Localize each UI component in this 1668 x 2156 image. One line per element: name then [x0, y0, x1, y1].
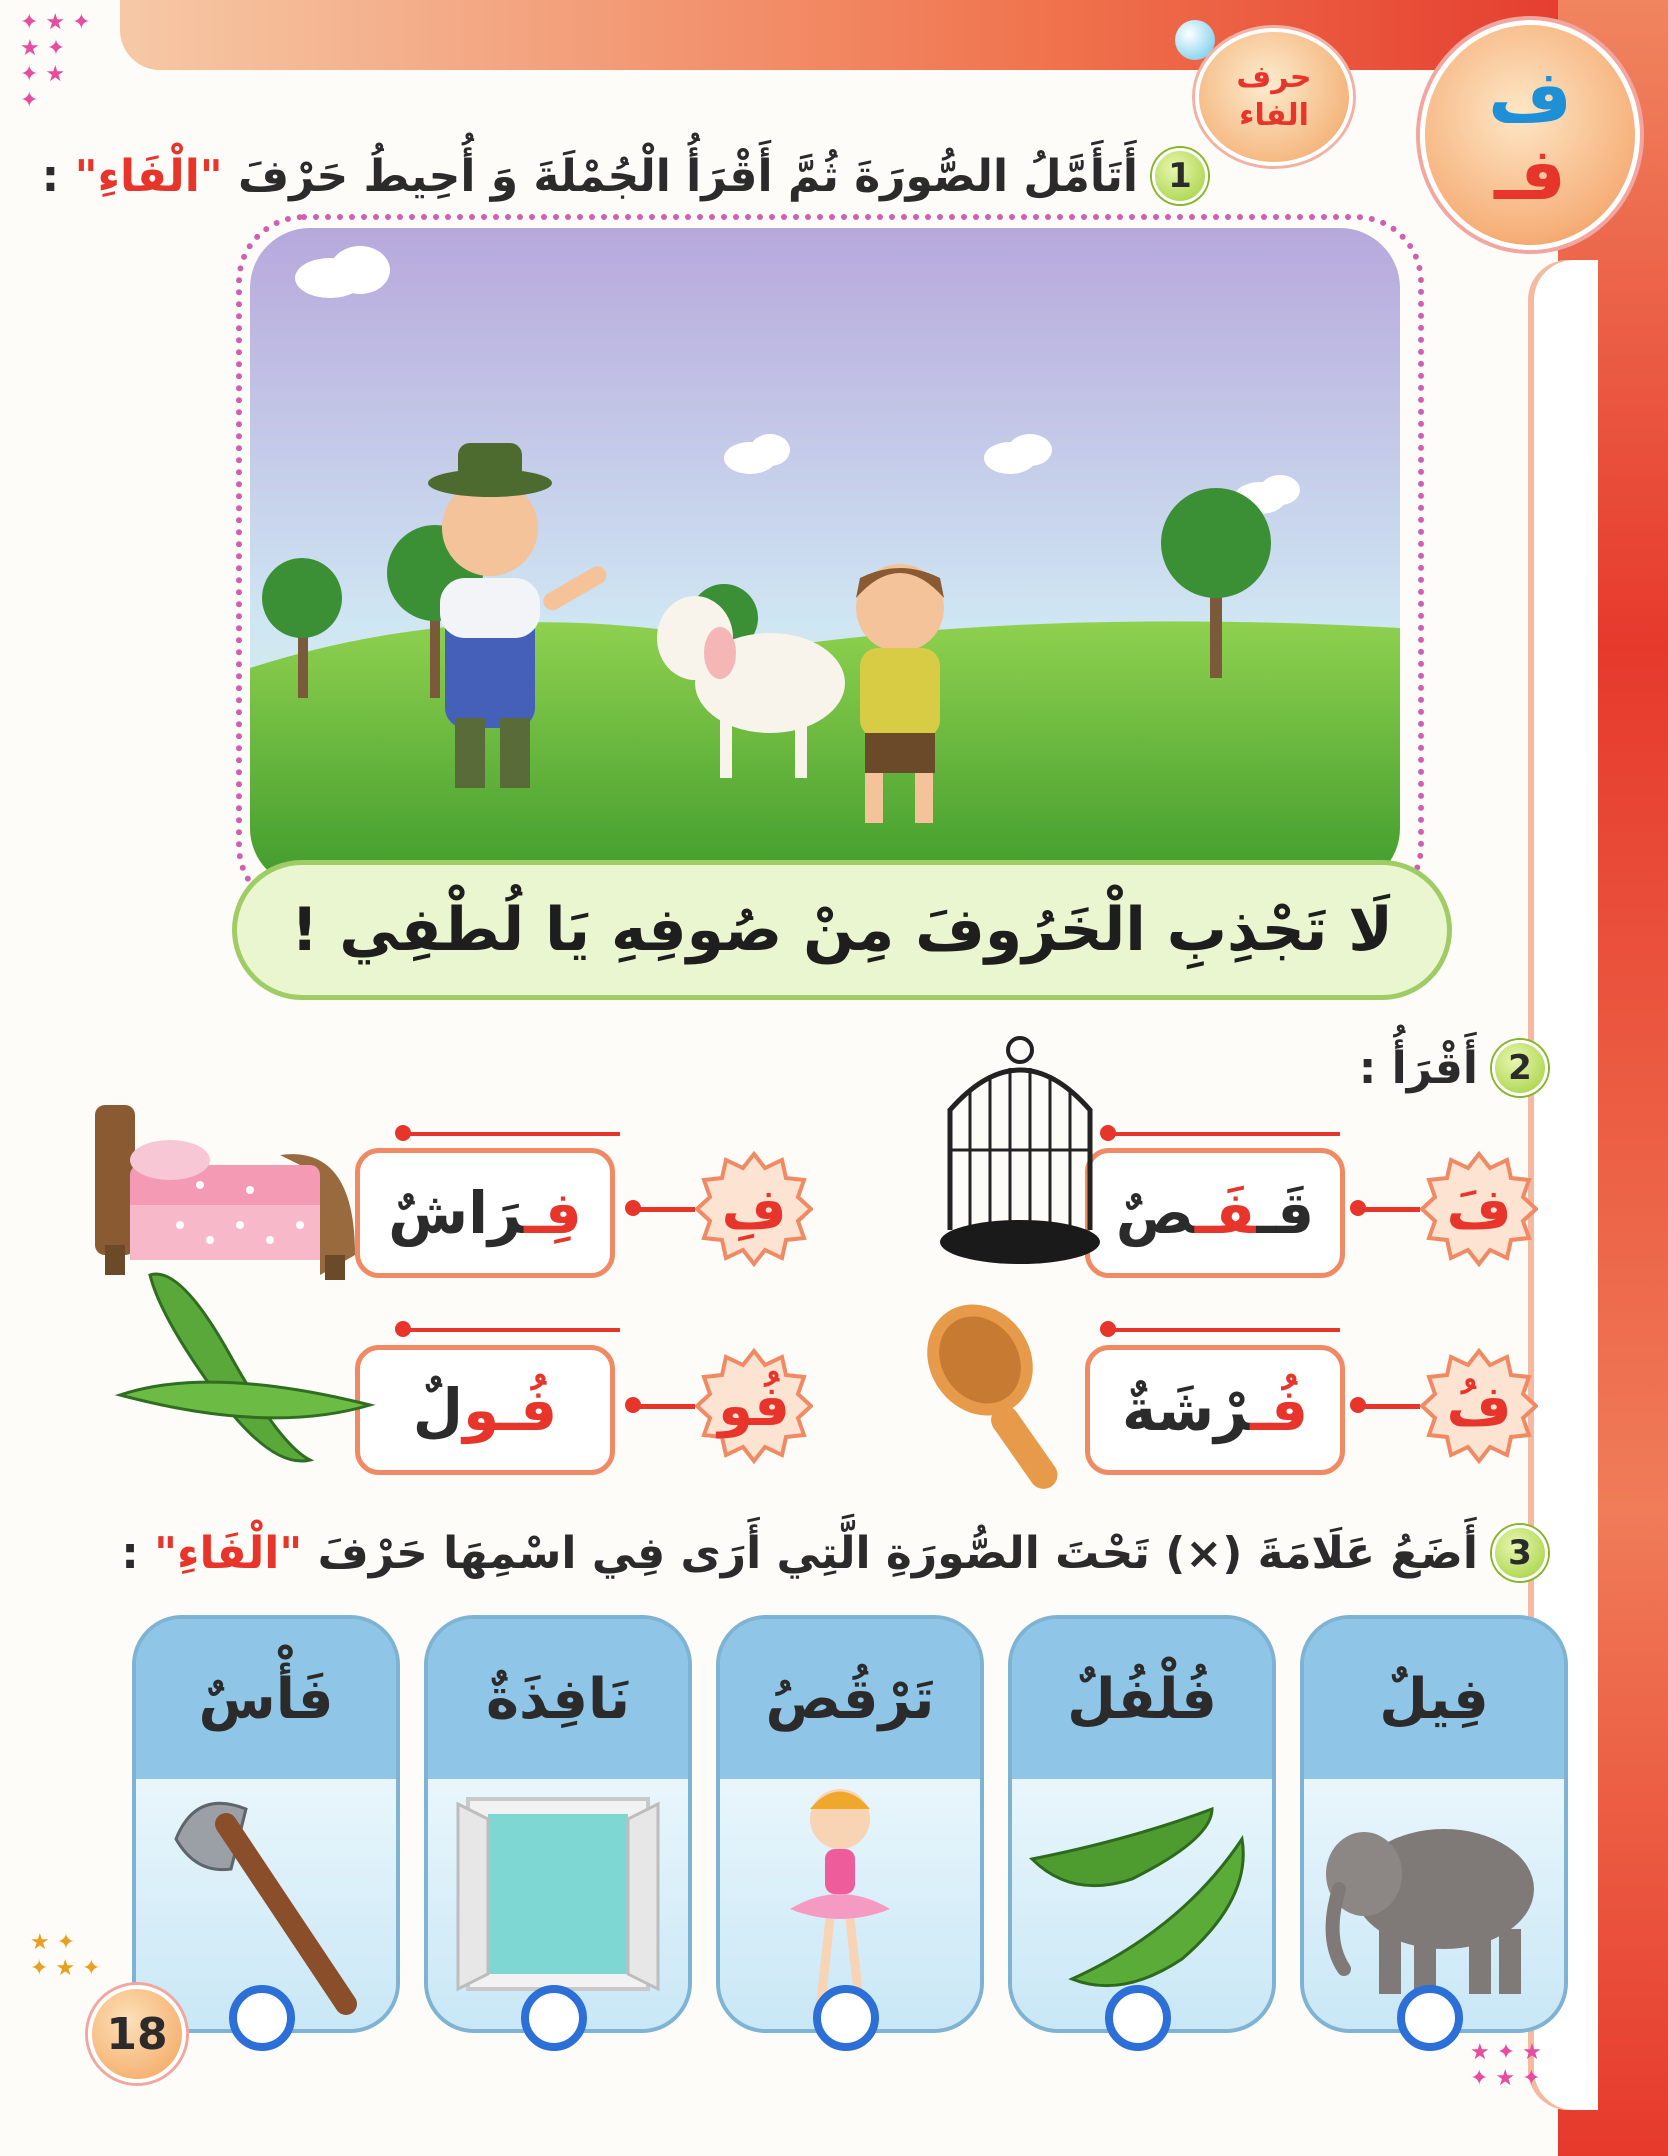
syllable-flower	[1420, 1347, 1538, 1465]
picture-card	[716, 1615, 984, 2033]
section3-text: أَضَعُ عَلَامَةَ (×) تَحْتَ الصُّورَةِ الَّتِي أَرَى فِي اسْمِهَا حَرْفَ "الْفَاءِ" :	[121, 1527, 1478, 1579]
syllable-flower	[695, 1150, 813, 1268]
section2-text: أَقْرَأُ :	[1358, 1042, 1478, 1094]
syllable-text: فَ	[1446, 1176, 1512, 1242]
card-word: فُلْفُلٌ	[1067, 1666, 1217, 1732]
section1-sentence: لَا تَجْذِبِ الْخَرُوفَ مِنْ صُوفِهِ يَا لُطْفِي !	[291, 895, 1393, 965]
picture-card	[424, 1615, 692, 2033]
lesson-title-line1: حرف	[1236, 60, 1312, 95]
word-box	[1085, 1345, 1345, 1475]
top-border	[120, 0, 1668, 70]
section3-instruction	[121, 1525, 1548, 1581]
arrow-dot	[1350, 1200, 1366, 1216]
answer-circle-nafidha[interactable]	[521, 1985, 587, 2051]
return-arrow-dot	[1100, 1321, 1116, 1337]
section2-number: 2	[1492, 1040, 1548, 1096]
return-arrow	[400, 1328, 620, 1332]
arrow-dot	[625, 1397, 641, 1413]
letter-initial: فـ	[1494, 132, 1566, 216]
answer-circle-fas[interactable]	[229, 1985, 295, 2051]
stars-decoration-right: ★ ✦ ★ ✦ ★ ✦	[1470, 2040, 1542, 2091]
letter-badge	[1420, 20, 1640, 250]
card-word: تَرْقُصُ	[765, 1666, 935, 1732]
broad-beans-icon	[110, 1255, 380, 1475]
picture-card	[1008, 1615, 1276, 2033]
word-text: فُـرْشَةٌ	[1121, 1376, 1309, 1444]
answer-circle-tarqus[interactable]	[813, 1985, 879, 2051]
return-arrow	[1105, 1328, 1340, 1332]
answer-circle-filfil[interactable]	[1105, 1985, 1171, 2051]
card-word: فِيلٌ	[1379, 1666, 1489, 1732]
section1-text: أَتَأَمَّلُ الصُّورَةَ ثُمَّ أَقْرَأُ الْجُمْلَةَ وَ أُحِيطُ حَرْفَ "الْفَاءِ" :	[41, 150, 1138, 202]
word-text: فُـولٌ	[412, 1376, 558, 1444]
syllable-text: فِ	[721, 1176, 787, 1242]
section1-instruction	[42, 148, 1208, 204]
return-arrow-dot	[395, 1321, 411, 1337]
card-word: فَأْسٌ	[198, 1666, 334, 1732]
farm-scene-icon	[250, 228, 1400, 888]
card-word: نَافِذَةٌ	[485, 1666, 631, 1732]
hairbrush-icon	[915, 1300, 1095, 1500]
section3-highlight: "الْفَاءِ"	[154, 1527, 303, 1579]
picture-card	[1300, 1615, 1568, 2033]
word-box	[355, 1148, 615, 1278]
bubble-icon	[1175, 20, 1215, 60]
syllable-flower	[695, 1347, 813, 1465]
return-arrow	[400, 1132, 620, 1136]
word-text: فِـرَاشٌ	[388, 1179, 582, 1247]
stars-decoration-bottom: ★ ✦ ✦ ★ ✦	[30, 1930, 101, 1981]
page-number: 18	[88, 1985, 186, 2083]
section1-highlight: "الْفَاءِ"	[74, 150, 223, 202]
return-arrow-dot	[395, 1125, 411, 1141]
letter-isolated: ف	[1488, 54, 1572, 138]
scene-illustration	[250, 228, 1400, 888]
birdcage-icon	[930, 1030, 1110, 1270]
lesson-title-badge	[1195, 28, 1353, 166]
picture-card	[132, 1615, 400, 2033]
return-arrow-dot	[1100, 1125, 1116, 1141]
arrow-dot	[1350, 1397, 1366, 1413]
word-box	[355, 1345, 615, 1475]
section1-number: 1	[1152, 148, 1208, 204]
syllable-flower	[1420, 1150, 1538, 1268]
arrow-dot	[625, 1200, 641, 1216]
return-arrow	[1105, 1132, 1340, 1136]
answer-circle-fil[interactable]	[1397, 1985, 1463, 2051]
syllable-text: فُ	[1446, 1373, 1512, 1439]
word-box	[1085, 1148, 1345, 1278]
lesson-title-line2: الفاء	[1239, 98, 1309, 133]
word-text: قَـفَـصٌ	[1115, 1179, 1315, 1247]
stars-decoration: ✦ ★ ✦ ★ ✦ ✦ ★ ✦	[20, 10, 91, 113]
section2-instruction	[1359, 1040, 1548, 1096]
syllable-text: فُو	[718, 1373, 790, 1439]
section3-number: 3	[1492, 1525, 1548, 1581]
sentence-cloud	[232, 860, 1452, 1000]
